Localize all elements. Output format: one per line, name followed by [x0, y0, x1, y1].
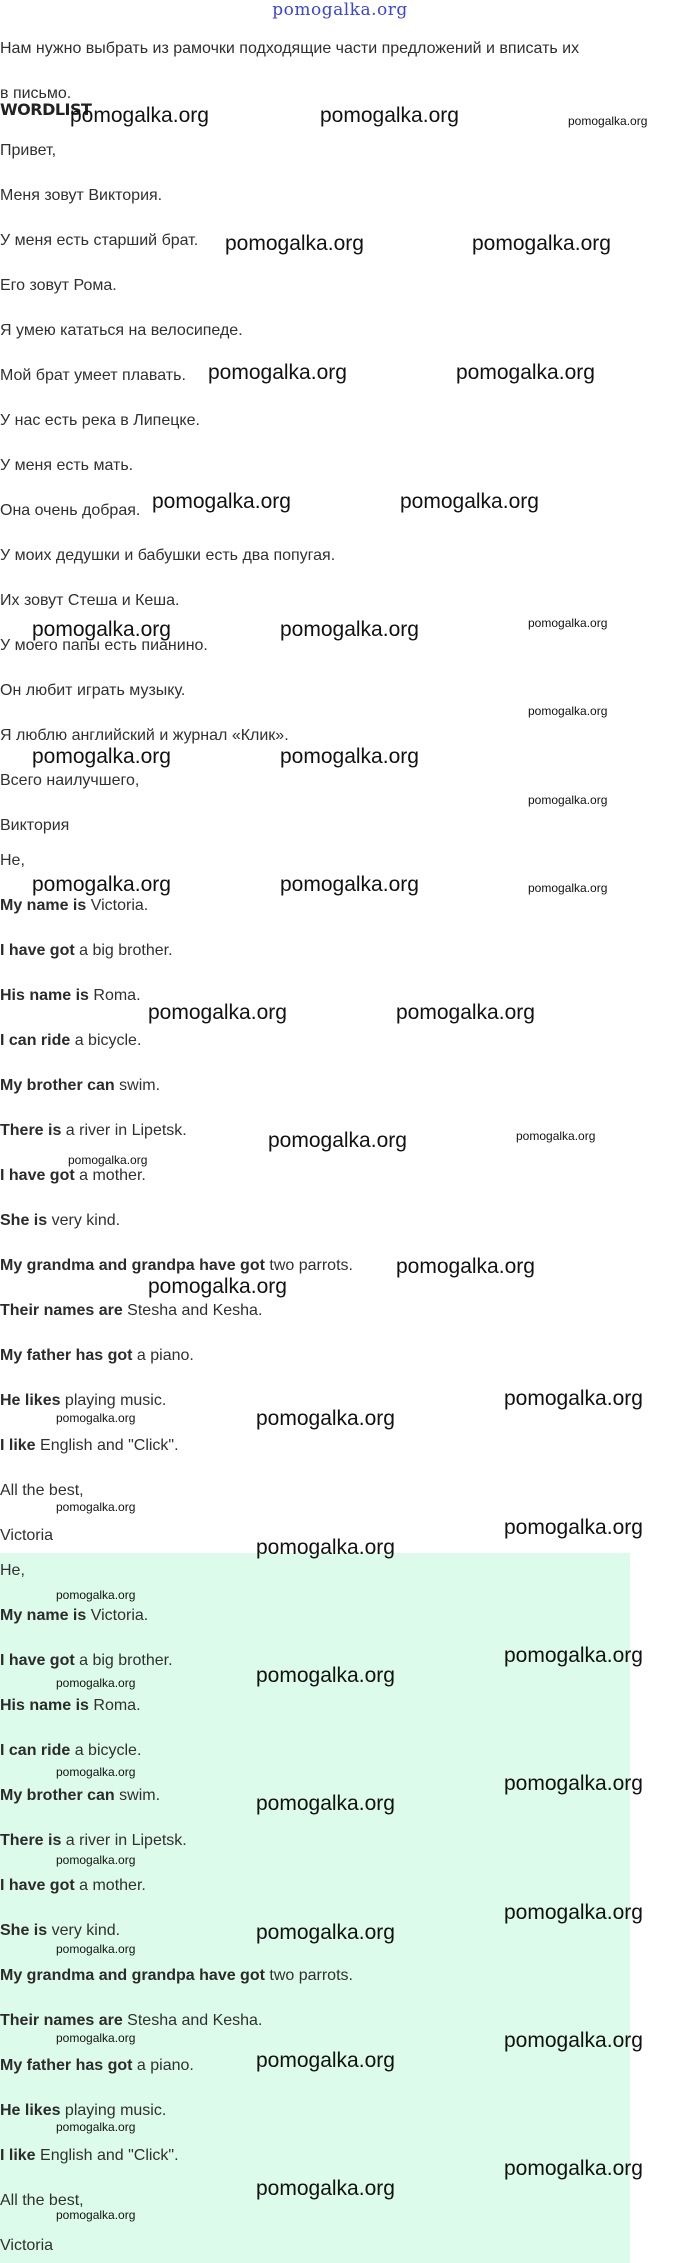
- filled-phrase: My brother can: [0, 1077, 115, 1094]
- watermark-text: pomogalka.org: [56, 1588, 136, 1602]
- sentence-text: a bicycle.: [70, 1742, 142, 1759]
- sentence-text: a piano.: [132, 1347, 194, 1364]
- watermark-text: pomogalka.org: [472, 232, 611, 255]
- sentence-text: swim.: [114, 1787, 161, 1804]
- filled-phrase: She is: [0, 1212, 48, 1229]
- watermark-text: pomogalka.org: [268, 1129, 407, 1152]
- sentence-text: two parrots.: [264, 1257, 353, 1274]
- sentence-text: a river in Lipetsk.: [61, 1832, 187, 1849]
- sentence-text: English and "Click".: [35, 2147, 179, 2164]
- watermark-text: pomogalka.org: [56, 2031, 136, 2045]
- english-letter-line: [0, 1166, 146, 1186]
- russian-letter-line: Я люблю английский и журнал «Клик».: [0, 727, 289, 744]
- english-letter-line: [0, 2146, 179, 2166]
- sentence-text: playing music.: [60, 2102, 167, 2119]
- sentence-text: All the best,: [0, 1482, 84, 1499]
- russian-letter-line: У меня есть старший брат.: [0, 232, 199, 249]
- english-letter-line: [0, 1121, 187, 1141]
- english-letter-line: [0, 1211, 120, 1231]
- english-letter-line: [0, 1256, 353, 1276]
- sentence-text: very kind.: [47, 1922, 121, 1939]
- watermark-text: pomogalka.org: [56, 1500, 136, 1514]
- sentence-text: Victoria.: [86, 1607, 149, 1624]
- english-letter-line: [0, 1741, 141, 1761]
- english-letter-line: [0, 851, 25, 871]
- watermark-text: pomogalka.org: [56, 1676, 136, 1690]
- filled-phrase: My name is: [0, 1607, 87, 1624]
- watermark-text: pomogalka.org: [396, 1001, 535, 1024]
- filled-phrase: I can ride: [0, 1032, 71, 1049]
- watermark-text: pomogalka.org: [56, 1411, 136, 1425]
- watermark-text: pomogalka.org: [256, 1792, 395, 1815]
- russian-letter-line: Его зовут Рома.: [0, 277, 117, 294]
- watermark-text: pomogalka.org: [148, 1275, 287, 1298]
- english-letter-line: [0, 986, 141, 1006]
- watermark-text: pomogalka.org: [70, 104, 209, 127]
- watermark-text: pomogalka.org: [32, 745, 171, 768]
- watermark-text: pomogalka.org: [256, 1407, 395, 1430]
- watermark-text: pomogalka.org: [528, 704, 608, 718]
- russian-letter-line: Виктория: [0, 817, 70, 834]
- english-letter-line: [0, 2056, 194, 2076]
- filled-phrase: He likes: [0, 2102, 61, 2119]
- site-header-title[interactable]: pomogalka.org: [272, 0, 408, 20]
- watermark-text: pomogalka.org: [256, 2177, 395, 2200]
- english-letter-line: [0, 1606, 148, 1626]
- english-letter-line: [0, 1481, 84, 1501]
- russian-letter-line: Их зовут Стеша и Кеша.: [0, 592, 180, 609]
- watermark-text: pomogalka.org: [225, 232, 364, 255]
- watermark-text: pomogalka.org: [32, 618, 171, 641]
- english-letter-line: [0, 1696, 141, 1716]
- filled-phrase: She is: [0, 1922, 48, 1939]
- watermark-text: pomogalka.org: [56, 1942, 136, 1956]
- instruction-line-1: Нам нужно выбрать из рамочки подходящие части предложений и вписать их: [0, 40, 580, 57]
- russian-letter-line: Она очень добрая.: [0, 502, 141, 519]
- russian-letter-line: У меня есть мать.: [0, 457, 134, 474]
- watermark-text: pomogalka.org: [56, 1765, 136, 1779]
- watermark-text: pomogalka.org: [400, 490, 539, 513]
- english-letter-line: [0, 1301, 262, 1321]
- filled-phrase: His name is: [0, 987, 89, 1004]
- sentence-text: a mother.: [74, 1877, 146, 1894]
- english-letter-line: [0, 2011, 262, 2031]
- filled-phrase: My grandma and grandpa have got: [0, 1967, 265, 1984]
- filled-phrase: My father has got: [0, 1347, 133, 1364]
- filled-phrase: My grandma and grandpa have got: [0, 1257, 265, 1274]
- filled-phrase: My brother can: [0, 1787, 115, 1804]
- watermark-text: pomogalka.org: [256, 2049, 395, 2072]
- watermark-text: pomogalka.org: [256, 1536, 395, 1559]
- sentence-text: Victoria.: [86, 897, 149, 914]
- watermark-text: pomogalka.org: [504, 2157, 643, 2180]
- russian-letter-line: Всего наилучшего,: [0, 772, 140, 789]
- watermark-text: pomogalka.org: [504, 1772, 643, 1795]
- sentence-text: Victoria: [0, 1527, 54, 1544]
- english-letter-line: [0, 1876, 146, 1896]
- filled-phrase: I like: [0, 2147, 36, 2164]
- watermark-text: pomogalka.org: [56, 1853, 136, 1867]
- watermark-text: pomogalka.org: [528, 793, 608, 807]
- watermark-text: pomogalka.org: [320, 104, 459, 127]
- filled-phrase: His name is: [0, 1697, 89, 1714]
- sentence-text: very kind.: [47, 1212, 121, 1229]
- instruction-line-2: в письмо.: [0, 85, 72, 102]
- sentence-text: Victoria: [0, 2237, 54, 2254]
- sentence-text: a mother.: [74, 1167, 146, 1184]
- watermark-text: pomogalka.org: [504, 2029, 643, 2052]
- english-letter-line: [0, 1031, 141, 1051]
- english-letter-line: [0, 1651, 173, 1671]
- watermark-text: pomogalka.org: [280, 873, 419, 896]
- watermark-text: pomogalka.org: [280, 745, 419, 768]
- russian-letter-line: Мой брат умеет плавать.: [0, 367, 186, 384]
- watermark-text: pomogalka.org: [504, 1387, 643, 1410]
- watermark-text: pomogalka.org: [152, 490, 291, 513]
- watermark-text: pomogalka.org: [148, 1001, 287, 1024]
- watermark-text: pomogalka.org: [68, 1153, 148, 1167]
- watermark-text: pomogalka.org: [32, 873, 171, 896]
- english-letter-line: [0, 1526, 53, 1546]
- sentence-text: English and "Click".: [35, 1437, 179, 1454]
- english-letter-line: [0, 2236, 53, 2256]
- watermark-text: pomogalka.org: [256, 1921, 395, 1944]
- filled-phrase: I can ride: [0, 1742, 71, 1759]
- watermark-text: pomogalka.org: [504, 1644, 643, 1667]
- filled-phrase: I have got: [0, 1652, 75, 1669]
- filled-phrase: My father has got: [0, 2057, 133, 2074]
- russian-letter-line: Я умею кататься на велосипеде.: [0, 322, 243, 339]
- watermark-text: pomogalka.org: [528, 616, 608, 630]
- english-letter-line: [0, 941, 173, 961]
- sentence-text: Stesha and Kesha.: [122, 1302, 263, 1319]
- sentence-text: two parrots.: [264, 1967, 353, 1984]
- russian-letter-line: Привет,: [0, 142, 57, 159]
- watermark-text: pomogalka.org: [528, 881, 608, 895]
- russian-letter-line: Он любит играть музыку.: [0, 682, 186, 699]
- russian-letter-line: Меня зовут Виктория.: [0, 187, 163, 204]
- wordlist-label: WORDLIST: [0, 100, 92, 119]
- english-letter-line: [0, 1921, 120, 1941]
- sentence-text: playing music.: [60, 1392, 167, 1409]
- watermark-text: pomogalka.org: [208, 361, 347, 384]
- english-letter-line: [0, 1346, 194, 1366]
- sentence-text: a bicycle.: [70, 1032, 142, 1049]
- sentence-text: a piano.: [132, 2057, 194, 2074]
- watermark-text: pomogalka.org: [504, 1901, 643, 1924]
- task-instruction: [0, 26, 676, 116]
- sentence-text: He,: [0, 1562, 25, 1579]
- watermark-text: pomogalka.org: [504, 1516, 643, 1539]
- english-letter-line: [0, 1076, 160, 1096]
- english-letter-line: [0, 2101, 166, 2121]
- filled-phrase: I have got: [0, 942, 75, 959]
- filled-phrase: I have got: [0, 1877, 75, 1894]
- watermark-text: pomogalka.org: [456, 361, 595, 384]
- english-letter-line: [0, 1391, 166, 1411]
- sentence-text: swim.: [114, 1077, 161, 1094]
- english-letter-line: [0, 1966, 353, 1986]
- filled-phrase: He likes: [0, 1392, 61, 1409]
- sentence-text: He,: [0, 852, 25, 869]
- filled-phrase: I have got: [0, 1167, 75, 1184]
- sentence-text: All the best,: [0, 2192, 84, 2209]
- sentence-text: a big brother.: [74, 1652, 173, 1669]
- watermark-text: pomogalka.org: [256, 1664, 395, 1687]
- watermark-text: pomogalka.org: [56, 2208, 136, 2222]
- watermark-text: pomogalka.org: [396, 1255, 535, 1278]
- sentence-text: Roma.: [88, 987, 141, 1004]
- english-letter-line: [0, 1561, 25, 1581]
- watermark-text: pomogalka.org: [56, 2120, 136, 2134]
- watermark-text: pomogalka.org: [568, 114, 648, 128]
- filled-phrase: Their names are: [0, 1302, 123, 1319]
- russian-letter-line: У моих дедушки и бабушки есть два попугая.: [0, 547, 336, 564]
- russian-letter-line: У нас есть река в Липецке.: [0, 412, 200, 429]
- watermark-text: pomogalka.org: [280, 618, 419, 641]
- filled-phrase: There is: [0, 1122, 62, 1139]
- filled-phrase: I like: [0, 1437, 36, 1454]
- russian-letter-line: У моего папы есть пианино.: [0, 637, 208, 654]
- sentence-text: Stesha and Kesha.: [122, 2012, 263, 2029]
- filled-phrase: There is: [0, 1832, 62, 1849]
- filled-phrase: Their names are: [0, 2012, 123, 2029]
- sentence-text: Roma.: [88, 1697, 141, 1714]
- english-letter-line: [0, 1786, 160, 1806]
- filled-phrase: My name is: [0, 897, 87, 914]
- sentence-text: a big brother.: [74, 942, 173, 959]
- watermark-text: pomogalka.org: [516, 1129, 596, 1143]
- sentence-text: a river in Lipetsk.: [61, 1122, 187, 1139]
- english-letter-line: [0, 1831, 187, 1851]
- english-letter-line: [0, 1436, 179, 1456]
- english-letter-line: [0, 896, 148, 916]
